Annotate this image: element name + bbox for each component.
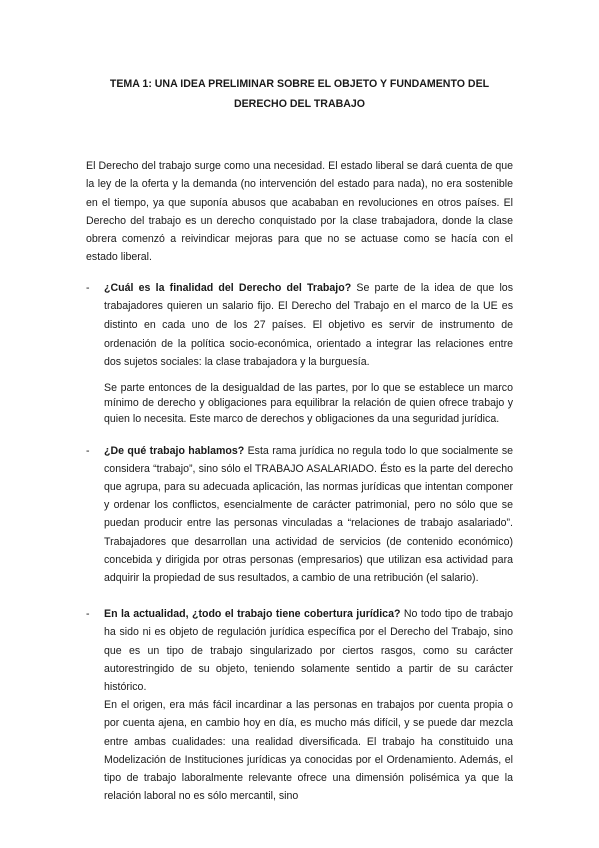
intro-paragraph: El Derecho del trabajo surge como una necesidad. El estado liberal se dará cuenta de que la ley de la oferta y la demanda (no intervención del estado para nada), no era sostenible en el tiempo, ya que suponía abusos que acababan en revoluciones en otros países. El Derecho del trabajo es un derecho conquistado por la clase trabajadora, donde la clase obrera comenzó a reivindicar mejoras para que no se actuase como se hacía con el estado liberal. bbox=[86, 160, 513, 264]
item-text: Esta rama jurídica no regula todo lo que socialmente se considera “trabajo”, sino sólo el TRABAJO ASALARIADO. Ésto es la parte del derecho que agrupa, para su adecuada aplicación, las normas jurídicas que intentan componer y ordenar los conflictos, esencialmente de carácter patrimonial, pero no sólo que se puedan producir entre las personas vinculadas a “relaciones de trabajo asalariado”. Trabajadores que desarrollan una actividad de servicios (de contenido económico) concebida y dirigida por otras personas (empresarios) que utilizan esa actividad para adquirir la propiedad de sus resultados, a cambio de una retribución (el salario). bbox=[104, 444, 514, 584]
item-paragraph bbox=[104, 605, 513, 696]
item-subparagraph: Se parte entonces de la desigualdad de las partes, por lo que se establece un marco mínimo de derecho y obligaciones para equilibrar la relación de quien ofrece trabajo y quien lo necesita. Este marco de derechos y obligaciones da una seguridad jurídica. bbox=[104, 381, 513, 425]
list-item-trabajo bbox=[86, 442, 513, 588]
document-title bbox=[86, 74, 513, 114]
list-item-cobertura bbox=[86, 605, 513, 805]
bullet-dash: - bbox=[86, 444, 90, 457]
title-line-2: DERECHO DEL TRABAJO bbox=[233, 98, 366, 110]
item-paragraph bbox=[104, 442, 513, 588]
bullet-dash: - bbox=[86, 281, 90, 294]
title-line-1: TEMA 1: UNA IDEA PRELIMINAR SOBRE EL OBJETO Y FUNDAMENTO DEL bbox=[109, 78, 490, 90]
list-item-finalidad bbox=[86, 279, 513, 428]
item-paragraph bbox=[104, 279, 513, 372]
item-question: En la actualidad, ¿todo el trabajo tiene cobertura jurídica? bbox=[104, 608, 401, 621]
item-question: ¿Cuál es la finalidad del Derecho del Trabajo? bbox=[104, 281, 352, 294]
bullet-dash: - bbox=[86, 608, 90, 621]
item-text: No todo tipo de trabajo ha sido ni es objeto de regulación jurídica específica por el Derecho del Trabajo, sino que es un tipo de trabajo singularizado por ciertos rasgos, como su carácter autorestringido de su objeto, teniendo solamente sentido a partir de su carácter histórico. bbox=[104, 608, 513, 693]
item-question: ¿De qué trabajo hablamos? bbox=[104, 444, 245, 457]
item-text: Se parte de la idea de que los trabajadores quieren un salario fijo. El Derecho del Trabajo en el marco de la UE es distinto en cada uno de los 27 países. El objetivo es servir de instrumento de ordenación de la política socio-económica, orientado a integrar las relaciones entre dos sujetos sociales: la clase trabajadora y la burguesía. bbox=[104, 281, 513, 369]
item-subparagraph: En el origen, era más fácil incardinar a las personas en trabajos por cuenta propia o por cuenta ajena, en cambio hoy en día, es mucho más difícil, y se puede dar mezcla entre ambas cualidades: una realidad diversificada. El trabajo ha constituido una Modelización de Instituciones jurídicas ya conocidas por el Ordenamiento. Además, el tipo de trabajo laboralmente relevante ofrece una dimensión polisémica ya que la relación laboral no es sólo mercantil, sino bbox=[104, 699, 513, 803]
